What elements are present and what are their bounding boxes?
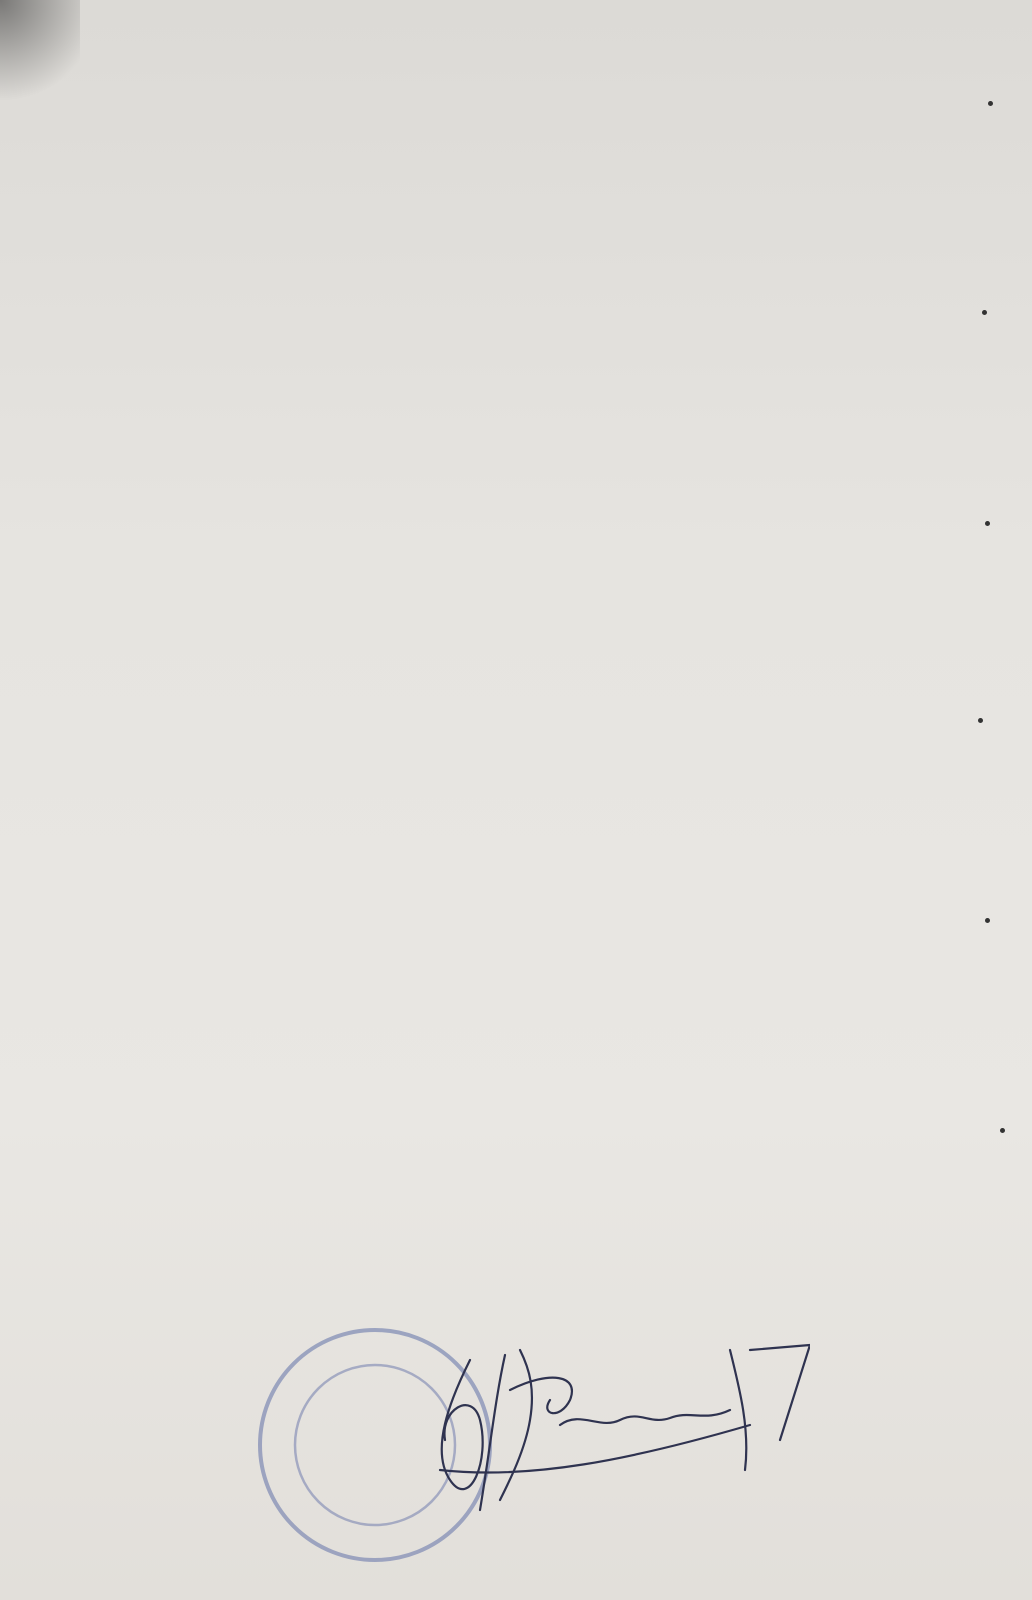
margin-dot	[985, 918, 990, 923]
corner-shadow	[0, 0, 80, 120]
margin-dot	[982, 310, 987, 315]
margin-dot	[978, 718, 983, 723]
margin-dot	[985, 521, 990, 526]
margin-dot	[1000, 1128, 1005, 1133]
signature	[410, 1330, 810, 1530]
margin-dot	[988, 101, 993, 106]
